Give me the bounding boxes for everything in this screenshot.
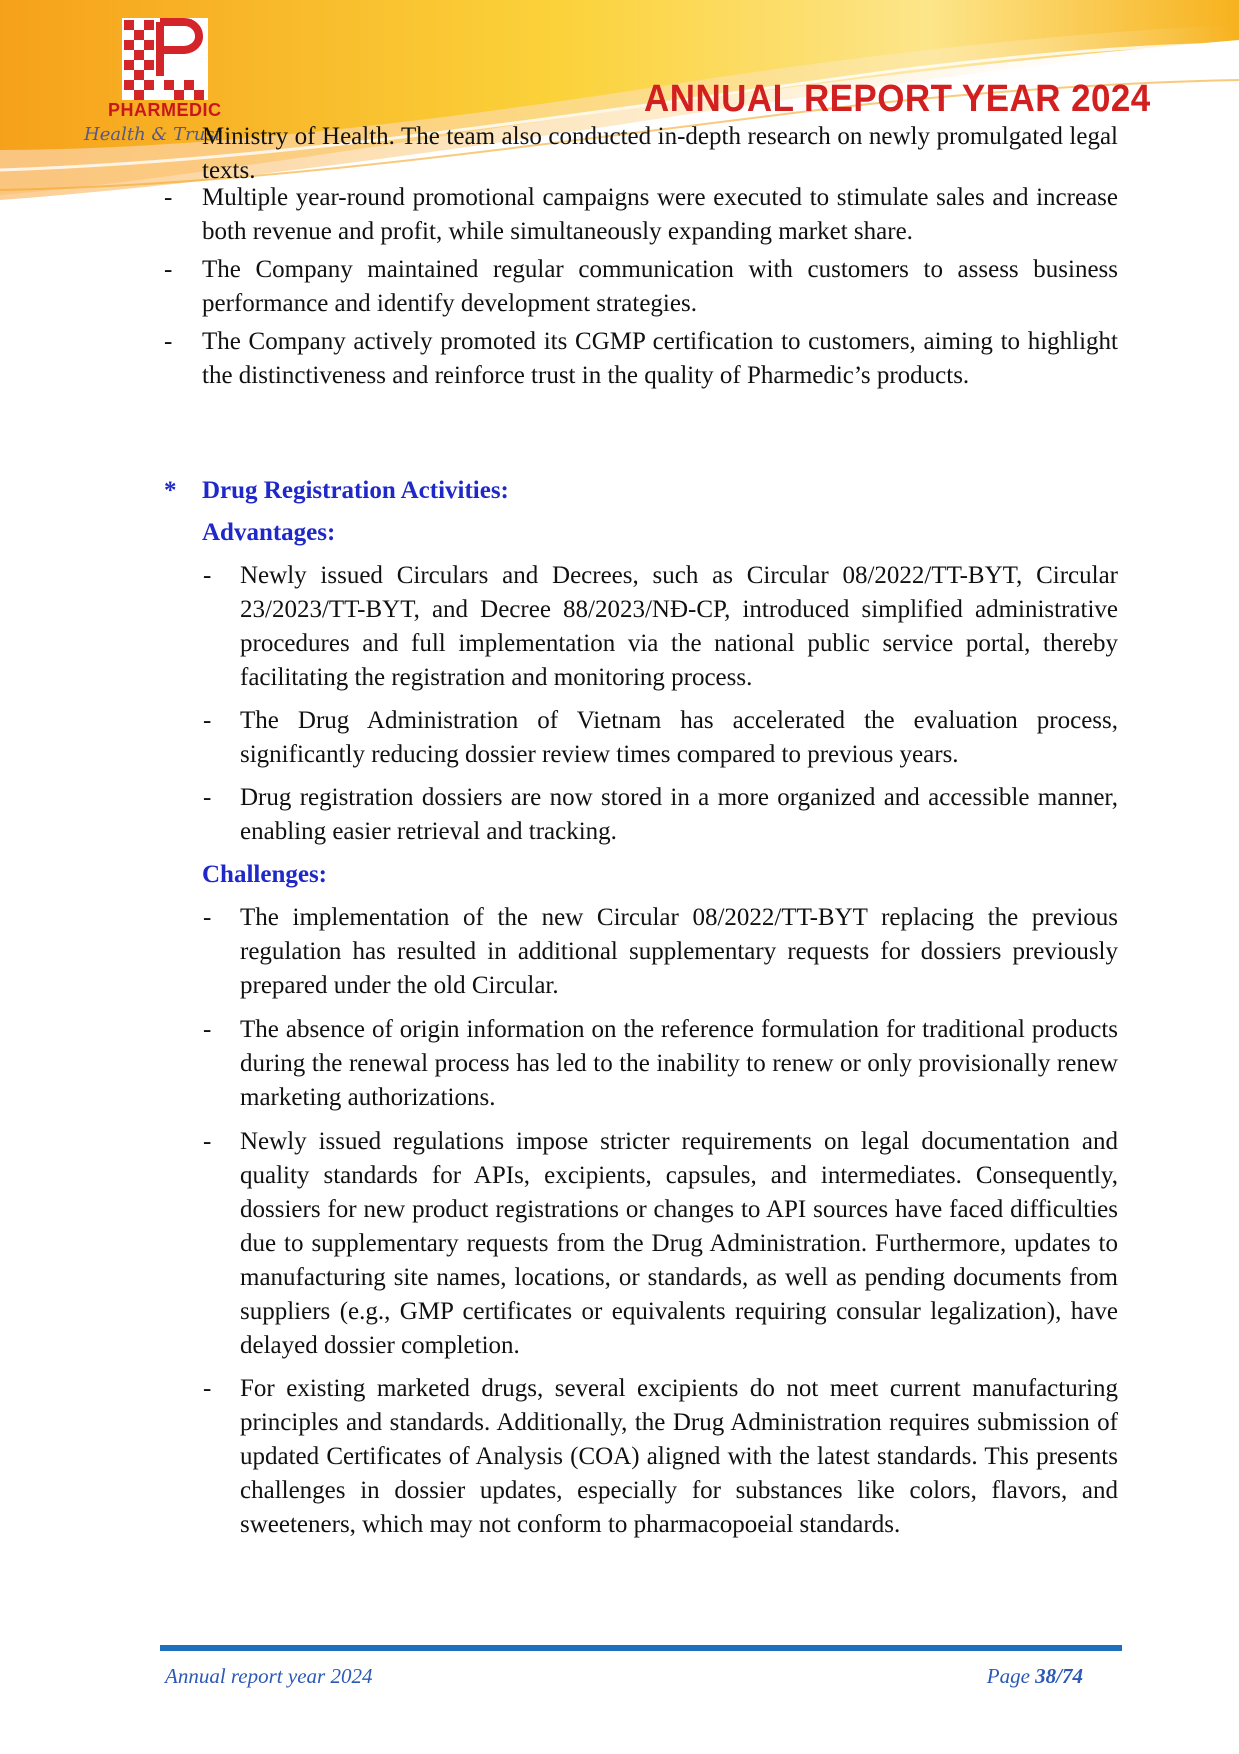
list-item: Multiple year-round promotional campaigns were executed to stimulate sales and increase both revenue and profit, while simultaneously expanding market share. [202,184,1118,245]
list-item: The Company actively promoted its CGMP certification to customers, aiming to highlight the distinctiveness and reinforce trust in the quality of Pharmedic’s products. [202,328,1118,389]
bullet-dash: - [203,1128,212,1155]
footer-rule [160,1645,1122,1651]
list-item: The Drug Administration of Vietnam has accelerated the evaluation process, significantly reducing dossier review times compared to previous years. [240,707,1118,768]
page-number-value: 38/74 [1035,1664,1083,1688]
bullet-dash: - [164,184,173,211]
list-item: For existing marketed drugs, several excipients do not meet current manufacturing principles and standards. Additionally, the Drug Administration requires submission of updated Certificates of Analysis (COA) aligned with the latest standards. This presents challenges in dossier updates, especially for substances like colors, flavors, and sweeteners, which may not conform to pharmacopoeial standards. [240,1375,1118,1538]
bullet-dash: - [164,256,173,283]
section-marker: * [164,477,177,504]
list-item: Newly issued Circulars and Decrees, such as Circular 08/2022/TT-BYT, Circular 23/2023/TT-BYT, and Decree 88/2023/NĐ-CP, introduced simplified administrative procedures and full implementation via the national public service portal, thereby facilitating the registration and monitoring process. [240,562,1118,691]
list-item: Newly issued regulations impose stricter requirements on legal documentation and quality standards for APIs, excipients, capsules, and intermediates. Consequently, dossiers for new product registrations or changes to API sources have faced difficulties due to supplementary requests from the Drug Administration. Furthermore, updates to manufacturing site names, locations, or standards, as well as pending documents from suppliers (e.g., GMP certificates or equivalents requiring consular legalization), have delayed dossier completion. [240,1128,1118,1359]
challenges-title: Challenges: [202,861,327,888]
bullet-dash: - [203,784,212,811]
bullet-dash: - [203,707,212,734]
intro-continuation: Ministry of Health. The team also conducted in-depth research on newly promulgated legal texts. [202,123,1118,184]
bullet-dash: - [203,562,212,589]
advantages-title: Advantages: [202,519,336,546]
bullet-dash: - [164,328,173,355]
page-number [987,1664,1083,1689]
report-title: ANNUAL REPORT YEAR 2024 [644,78,1151,120]
bullet-dash: - [203,1375,212,1402]
list-item: The implementation of the new Circular 08/2022/TT-BYT replacing the previous regulation has resulted in additional supplementary requests for dossiers previously prepared under the old Circular. [240,904,1118,999]
footer-report-name: Annual report year 2024 [165,1664,373,1688]
list-item: The Company maintained regular communication with customers to assess business performance and identify development strategies. [202,256,1118,317]
bullet-dash: - [203,904,212,931]
list-item: Drug registration dossiers are now stored in a more organized and accessible manner, enabling easier retrieval and tracking. [240,784,1118,845]
list-item: The absence of origin information on the reference formulation for traditional products during the renewal process has led to the inability to renew or only provisionally renew marketing authorizations. [240,1016,1118,1111]
bullet-dash: - [203,1016,212,1043]
page-label: Page [986,1664,1036,1688]
section-title: Drug Registration Activities: [202,477,509,504]
brand-name: PHARMEDIC [108,100,222,120]
brand-tagline: Health & Trust [84,124,222,145]
pharmedic-logo-icon [122,18,208,100]
